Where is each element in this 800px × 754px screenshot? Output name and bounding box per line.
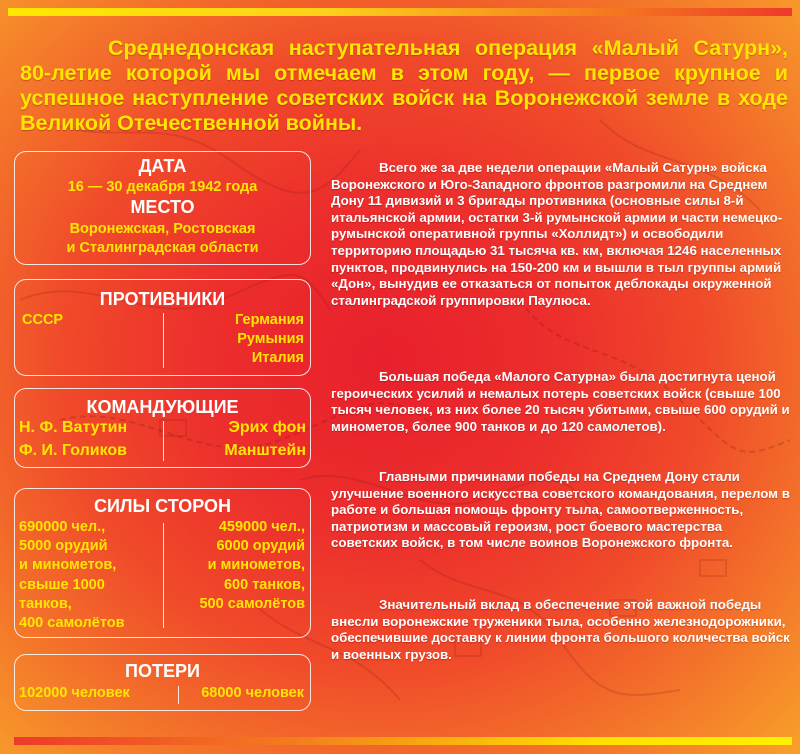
opponents-box [14,279,311,376]
forces-title: СИЛЫ СТОРОН [93,496,232,516]
paragraph-text: Всего же за две недели операции «Малый Сатурн» войска Воронежского и Юго-Западного фронтов разгромили на Среднем Дону 11 дивизий и 3 бригады противника (основные силы 8-й итальянской армии, остатки 3-й румынской армии и части немецко-румынской оперативной группы «Холлидт») и освободили территорию площадью 31 тысяча кв. км, включая 1246 населенных пунктов, продвинулись на 150-200 км и вышли в тыл группы армий «Дон», вынудив ее отказаться от попыток деблокады окруженной сталинградской группировки Паулюса. [331,160,783,308]
headline: Среднедонская наступательная операция «Малый Сатурн», 80-летие которой мы отмечаем в этом году, — первое крупное и успешное наступление советских войск на Воронежской земле в ходе Великой Отечественной войны. [20,36,788,135]
paragraph-operation-results [331,160,791,309]
opponents-title: ПРОТИВНИКИ [99,289,226,309]
losses-box [14,654,311,711]
forces-axis-line: 600 танков, [223,576,305,593]
opponent-ussr: СССР [22,312,64,328]
forces-ussr-line: 690000 чел., [19,519,106,535]
date-value: 16 — 30 декабря 1942 года [67,179,258,195]
forces-axis-line: и минометов, [207,557,305,574]
commander-manstein-line-2: Манштейн [224,442,306,459]
commander-vatutin: Н. Ф. Ватутин [19,419,128,436]
place-title: МЕСТО [130,197,195,217]
forces-ussr-line: и минометов, [19,557,117,574]
paragraph-victory-cost [331,369,791,435]
forces-ussr-line: свыше 1000 [19,576,105,593]
commander-golikov: Ф. И. Голиков [19,442,127,459]
paragraph-text: Главными причинами победы на Среднем Дону стали улучшение военного искусства советского командования, перелом в работе и большая помощь фронту тыла, самоотверженность, патриотизм и массовый героизм, рост боевого мастерства советских войск, в том числе воинов Воронежского фронта. [331,469,790,551]
place-line-1: Воронежская, Ростовская [69,221,256,237]
paragraph-victory-reasons [331,469,791,552]
paragraph-text: Значительный вклад в обеспечение этой важной победы внесли воронежские труженики тыла, особенно железнодорожники, обеспечившие доставку к линии фронта большого количества войск и военных грузов. [331,597,790,662]
column-divider [178,686,179,704]
date-place-box [14,151,311,265]
forces-ussr-line: 400 самолётов [19,615,125,632]
losses-axis: 68000 человек [201,685,304,701]
column-divider [163,523,164,628]
forces-axis-line: 500 самолётов [199,595,305,612]
opponent-italy: Италия [251,350,304,366]
forces-axis-line: 6000 орудий [216,538,305,555]
forces-ussr-line: 5000 орудий [19,538,108,555]
forces-box [14,488,311,638]
forces-ussr-line: танков, [19,595,72,612]
commanders-box [14,388,311,468]
losses-title: ПОТЕРИ [125,661,200,681]
losses-ussr: 102000 человек [19,685,130,701]
paragraph-text: Большая победа «Малого Сатурна» была достигнута ценой героических усилий и немалых потерь советских войск (свыше 100 тысяч человек, из них более 20 тысяч убитыми, свыше 600 орудий и минометов, более 900 танков и до 120 самолетов). [331,369,790,434]
column-divider [163,313,164,368]
date-title: ДАТА [138,156,187,176]
commander-manstein-line-1: Эрих фон [228,419,306,436]
opponent-romania: Румыния [237,331,304,347]
column-divider [163,421,164,461]
commanders-title: КОМАНДУЮЩИЕ [86,397,239,417]
opponent-germany: Германия [235,312,304,328]
bottom-gradient-bar [14,737,792,745]
forces-ussr-list [19,518,125,633]
forces-axis-line: 459000 чел., [218,519,305,535]
top-gradient-bar [8,8,792,16]
forces-axis-list [199,518,305,614]
paragraph-home-front [331,597,791,663]
place-line-2: и Сталинградская области [66,240,259,256]
